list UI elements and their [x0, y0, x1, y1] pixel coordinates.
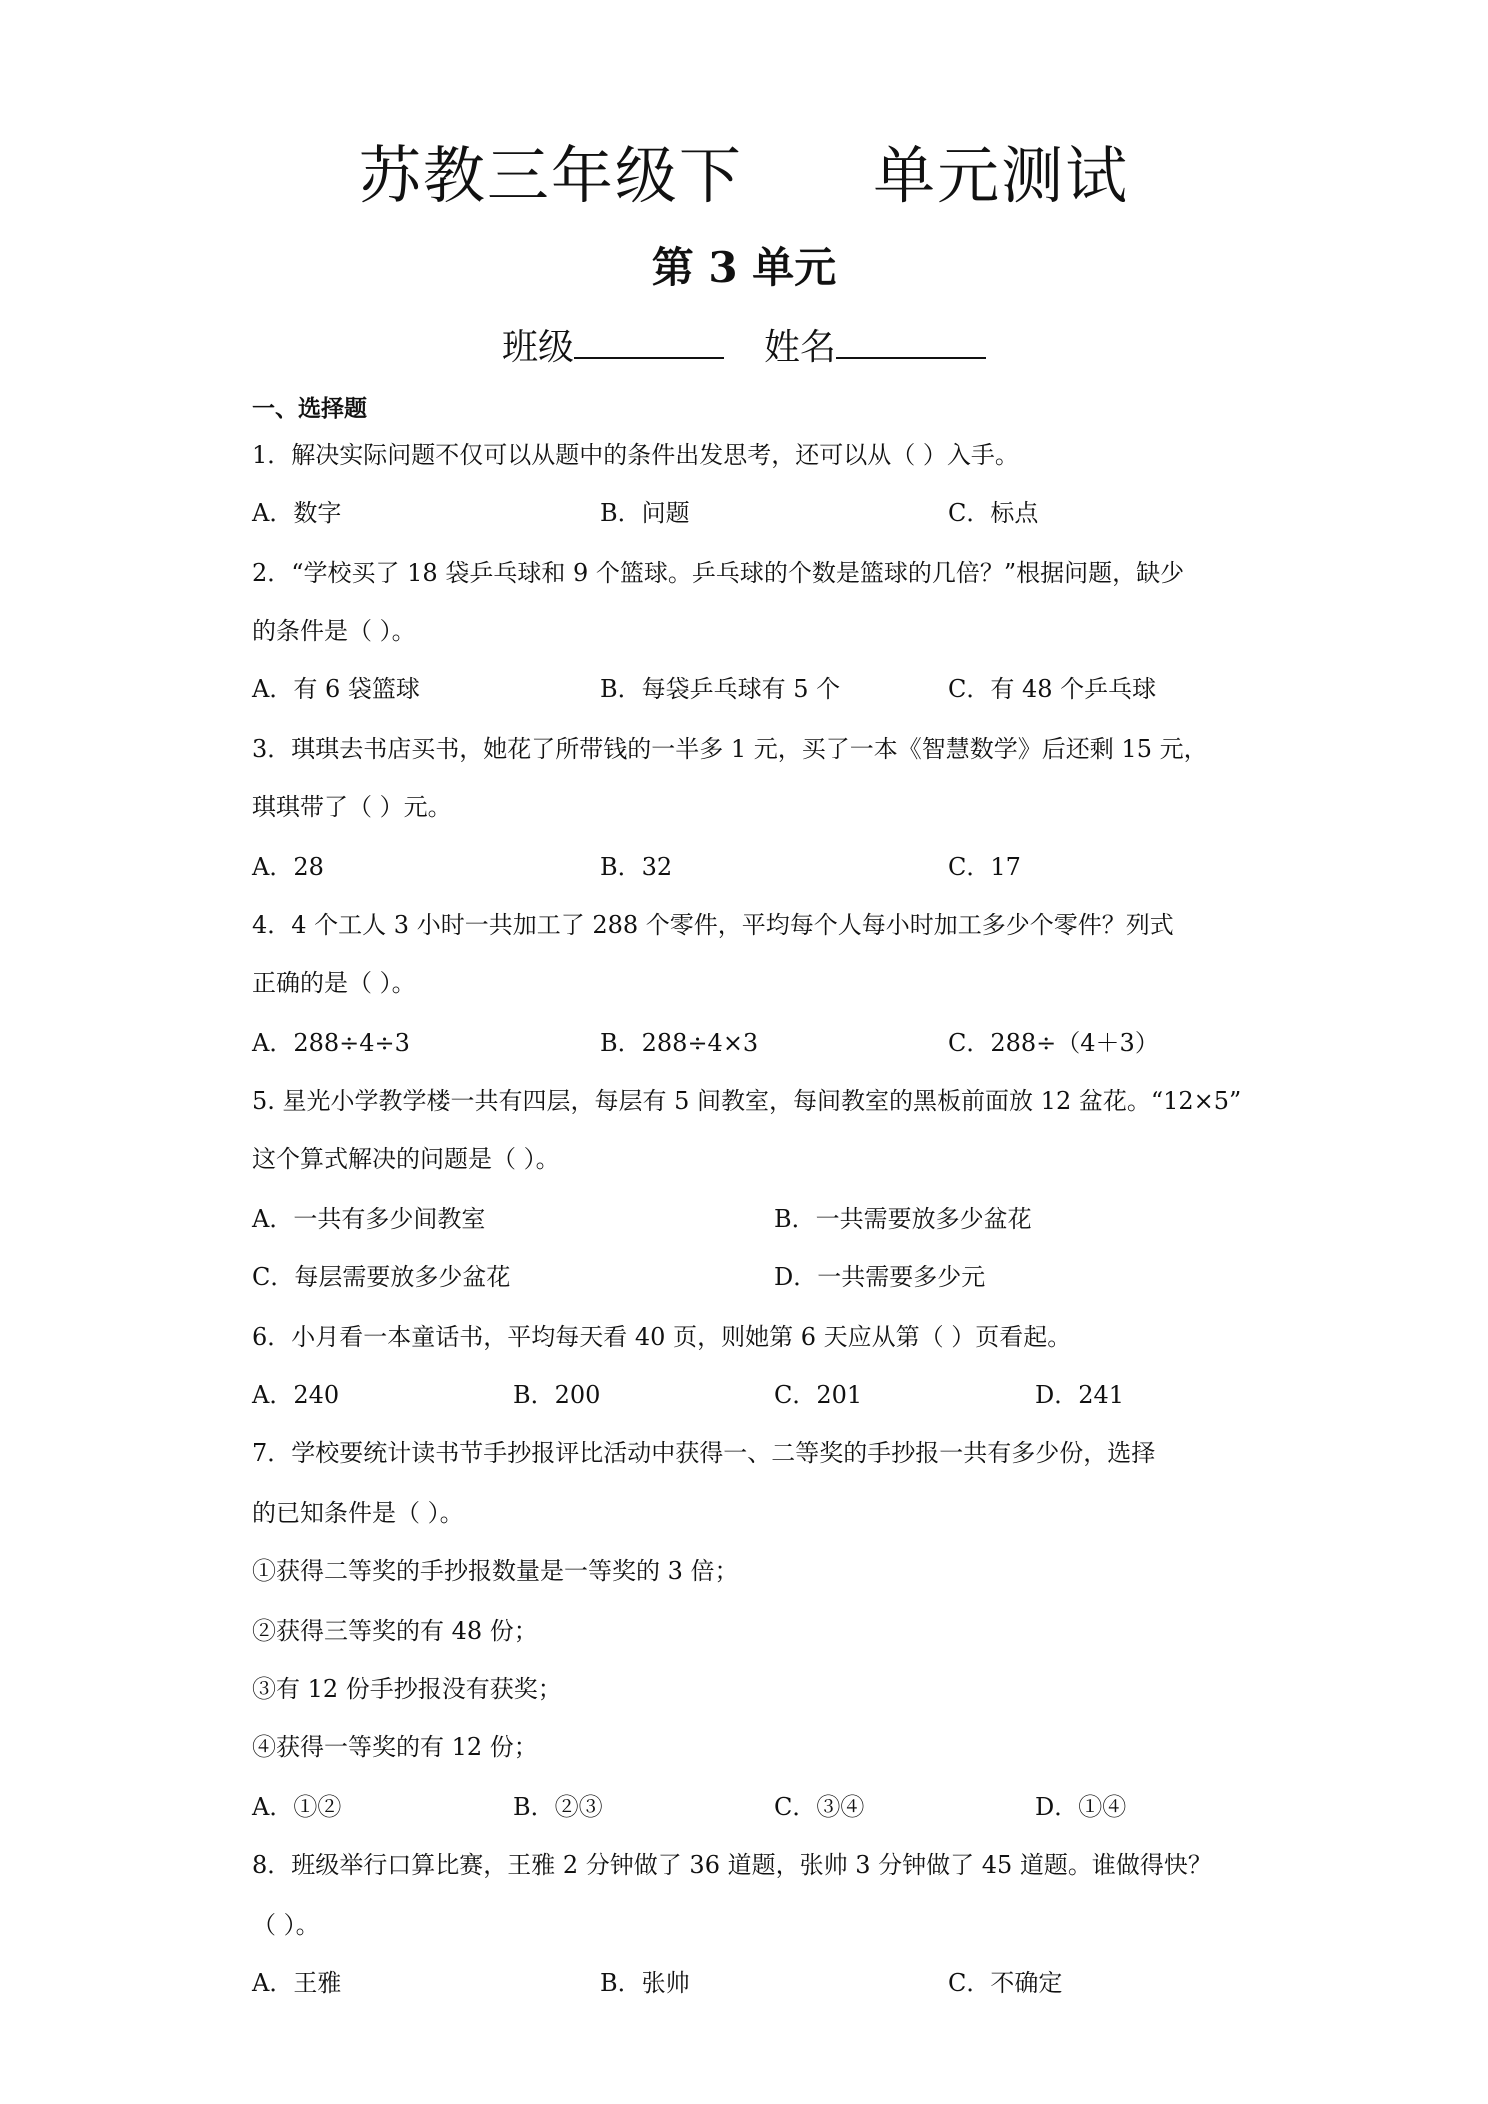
student-info-bar — [0, 322, 1488, 374]
question-8-line-1: 8．班级举行口算比赛，王雅 2 分钟做了 36 道题，张帅 3 分钟做了 45 道题。谁做得快？ — [252, 1851, 1212, 1879]
q7-option-a: A．①② — [252, 1793, 342, 1821]
unit-subtitle: 第 3 单元 — [651, 243, 837, 292]
q5-option-b: B．一共需要放多少盆花 — [774, 1205, 1032, 1233]
question-2-line-1: 2．“学校买了 18 袋乒乓球和 9 个篮球。乒乓球的个数是篮球的几倍？”根据问题，缺少 — [252, 559, 1185, 587]
q4-option-a: A．288÷4÷3 — [252, 1029, 410, 1057]
class-blank — [574, 323, 724, 359]
q4-option-b: B．288÷4×3 — [600, 1029, 759, 1057]
question-7-condition-1: ①获得二等奖的手抄报数量是一等奖的 3 倍； — [252, 1557, 739, 1585]
question-5-line-1: 5. 星光小学教学楼一共有四层，每层有 5 间教室，每间教室的黑板前面放 12 盆花。“12×5” — [252, 1087, 1242, 1115]
q3-option-a: A．28 — [252, 853, 324, 881]
question-4-line-1: 4．4 个工人 3 小时一共加工了 288 个零件，平均每个人每小时加工多少个零件？列式 — [252, 911, 1174, 939]
q5-option-d: D．一共需要多少元 — [774, 1263, 986, 1291]
question-7-condition-2: ②获得三等奖的有 48 份； — [252, 1617, 538, 1645]
q6-option-b: B．200 — [513, 1381, 601, 1409]
q3-option-b: B．32 — [600, 853, 673, 881]
question-1-line-1: 1．解决实际问题不仅可以从题中的条件出发思考，还可以从（ ）入手。 — [252, 441, 1019, 469]
q1-option-c: C．标点 — [948, 499, 1039, 527]
q6-option-d: D．241 — [1035, 1381, 1125, 1409]
question-5-line-2: 这个算式解决的问题是（ ）。 — [252, 1145, 560, 1173]
question-7-line-2: 的已知条件是（ ）。 — [252, 1499, 464, 1527]
q1-option-a: A．数字 — [252, 499, 342, 527]
class-label: 班级 — [501, 327, 574, 368]
section-title: 一、选择题 — [252, 396, 367, 422]
name-blank — [836, 323, 986, 359]
q8-option-a: A．王雅 — [252, 1969, 342, 1997]
q8-option-c: C．不确定 — [948, 1969, 1063, 1997]
q8-option-b: B．张帅 — [600, 1969, 690, 1997]
question-4-line-2: 正确的是（ ）。 — [252, 969, 416, 997]
question-7-condition-4: ④获得一等奖的有 12 份； — [252, 1733, 538, 1761]
page-title: 苏教三年级下 单元测试 — [358, 139, 1130, 212]
question-3-line-2: 琪琪带了（ ）元。 — [252, 793, 452, 821]
q2-option-a: A．有 6 袋篮球 — [252, 675, 420, 703]
q2-option-b: B．每袋乒乓球有 5 个 — [600, 675, 841, 703]
q5-option-a: A．一共有多少间教室 — [252, 1205, 486, 1233]
question-3-line-1: 3．琪琪去书店买书，她花了所带钱的一半多 1 元，买了一本《智慧数学》后还剩 15 元， — [252, 735, 1208, 763]
q1-option-b: B．问题 — [600, 499, 690, 527]
q3-option-c: C．17 — [948, 853, 1021, 881]
q7-option-c: C．③④ — [774, 1793, 865, 1821]
q6-option-a: A．240 — [252, 1381, 340, 1409]
q7-option-d: D．①④ — [1035, 1793, 1127, 1821]
q2-option-c: C．有 48 个乒乓球 — [948, 675, 1157, 703]
name-label: 姓名 — [764, 327, 837, 368]
question-8-line-2: （ ）。 — [252, 1911, 320, 1939]
question-7-condition-3: ③有 12 份手抄报没有获奖； — [252, 1675, 562, 1703]
q5-option-c: C．每层需要放多少盆花 — [252, 1263, 511, 1291]
q6-option-c: C．201 — [774, 1381, 863, 1409]
q7-option-b: B．②③ — [513, 1793, 603, 1821]
question-6-line-1: 6．小月看一本童话书，平均每天看 40 页，则她第 6 天应从第（ ）页看起。 — [252, 1323, 1072, 1351]
question-7-line-1: 7．学校要统计读书节手抄报评比活动中获得一、二等奖的手抄报一共有多少份，选择 — [252, 1439, 1156, 1467]
question-2-line-2: 的条件是（ ）。 — [252, 617, 416, 645]
q4-option-c: C．288÷（4＋3） — [948, 1029, 1159, 1057]
